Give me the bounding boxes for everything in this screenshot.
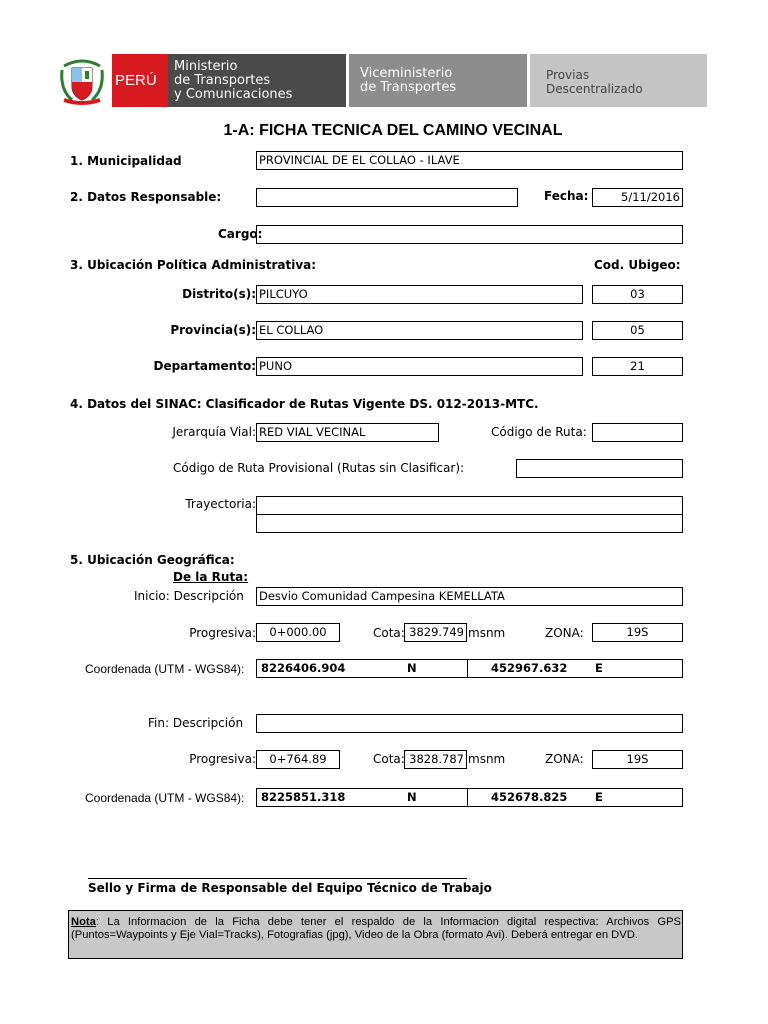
note-text: : La Informacion de la Ficha debe tener el respaldo de la Informacion digital respectiva: Archivos GPS (Puntos=Waypoints y Eje Vial=Tracks), Fotografias (jpg), Video de la Obra (formato Avi). Deberá entregar en DVD. <box>71 916 681 941</box>
inicio-divider <box>467 660 468 677</box>
trayectoria-field-2[interactable] <box>256 514 683 533</box>
peru-label: PERÚ <box>115 72 157 89</box>
ministry-line2: de Transportes <box>174 73 271 88</box>
fin-east-label: E <box>595 790 603 804</box>
departamento-code-field[interactable]: 21 <box>592 357 683 376</box>
inicio-cota-field[interactable]: 3829.749 <box>404 623 467 642</box>
provias-line2: Descentralizado <box>546 82 643 96</box>
fin-cota-label: Cota: <box>373 752 405 766</box>
ubicacion-geografica-label: 5. Ubicación Geográfica: <box>70 553 235 567</box>
ministry-line3: y Comunicaciones <box>174 87 293 102</box>
coat-of-arms-logo <box>58 56 106 106</box>
provias-block <box>530 54 707 107</box>
distrito-field[interactable]: PILCUYO <box>256 285 583 304</box>
inicio-coordenada-label: Coordenada (UTM - WGS84): <box>85 662 245 676</box>
ministry-line1: Ministerio <box>174 59 238 74</box>
peru-brand-block <box>112 54 168 107</box>
datos-responsable-field[interactable] <box>256 188 518 207</box>
cargo-field[interactable] <box>256 225 683 244</box>
fin-north-label: N <box>407 790 417 804</box>
departamento-label: Departamento: <box>153 359 256 373</box>
datos-sinac-label: 4. Datos del SINAC: Clasificador de Rutas Vigente DS. 012-2013-MTC. <box>70 397 539 411</box>
fecha-label: Fecha: <box>544 189 589 203</box>
distrito-label: Distrito(s): <box>182 287 256 301</box>
trayectoria-field-1[interactable] <box>256 496 683 515</box>
inicio-north-label: N <box>407 661 417 675</box>
page-title: 1-A: FICHA TECNICA DEL CAMINO VECINAL <box>223 122 563 139</box>
ubicacion-politica-label: 3. Ubicación Política Administrativa: <box>70 258 317 272</box>
inicio-north-value[interactable]: 8226406.904 <box>261 661 346 675</box>
codigo-ruta-field[interactable] <box>592 423 683 442</box>
fin-descripcion-field[interactable] <box>256 714 683 733</box>
fecha-field[interactable]: 5/11/2016 <box>592 188 683 207</box>
inicio-coordenada-row <box>256 659 683 678</box>
de-la-ruta-label: De la Ruta: <box>173 570 249 584</box>
inicio-descripcion-label: Inicio: Descripción <box>134 589 244 603</box>
municipalidad-field[interactable]: PROVINCIAL DE EL COLLAO - ILAVE <box>256 151 683 170</box>
provincia-field[interactable]: EL COLLAO <box>256 321 583 340</box>
fin-zona-label: ZONA: <box>545 752 584 766</box>
fin-progresiva-label: Progresiva: <box>189 752 256 766</box>
inicio-east-label: E <box>595 661 603 675</box>
fin-descripcion-label: Fin: Descripción <box>148 716 244 730</box>
fin-coordenada-label: Coordenada (UTM - WGS84): <box>85 791 245 805</box>
note-box <box>68 910 683 959</box>
municipalidad-label: 1. Municipalidad <box>70 154 182 168</box>
departamento-field[interactable]: PUNO <box>256 357 583 376</box>
cod-ubigeo-label: Cod. Ubigeo: <box>594 258 681 272</box>
jerarquia-vial-field[interactable]: RED VIAL VECINAL <box>256 423 439 442</box>
provincia-code-field[interactable]: 05 <box>592 321 683 340</box>
codigo-ruta-label: Código de Ruta: <box>491 425 587 439</box>
trayectoria-label: Trayectoria: <box>185 497 256 511</box>
fin-north-value[interactable]: 8225851.318 <box>261 790 346 804</box>
vice-line2: de Transportes <box>360 80 457 95</box>
fin-east-value[interactable]: 452678.825 <box>491 790 568 804</box>
fin-zona-field[interactable]: 19S <box>592 750 683 769</box>
codigo-provisional-field[interactable] <box>516 459 683 478</box>
viceministry-block <box>349 54 527 107</box>
fin-coordenada-row <box>256 788 683 807</box>
vice-line1: Viceministerio <box>360 66 453 81</box>
inicio-descripcion-field[interactable]: Desvio Comunidad Campesina KEMELLATA <box>256 587 683 606</box>
jerarquia-vial-label: Jerarquía Vial: <box>172 425 256 439</box>
codigo-provisional-label: Código de Ruta Provisional (Rutas sin Clasificar): <box>173 461 465 475</box>
fin-divider <box>467 789 468 806</box>
inicio-progresiva-field[interactable]: 0+000.00 <box>256 623 340 642</box>
fin-progresiva-field[interactable]: 0+764.89 <box>256 750 340 769</box>
inicio-progresiva-label: Progresiva: <box>189 626 256 640</box>
inicio-east-value[interactable]: 452967.632 <box>491 661 568 675</box>
provias-line1: Provias <box>546 68 590 82</box>
signature-line <box>88 878 467 879</box>
inicio-zona-label: ZONA: <box>545 626 584 640</box>
cargo-label: Cargo: <box>218 227 263 241</box>
distrito-code-field[interactable]: 03 <box>592 285 683 304</box>
signature-label: Sello y Firma de Responsable del Equipo Técnico de Trabajo <box>88 881 492 895</box>
inicio-msnm-label: msnm <box>468 626 506 640</box>
datos-responsable-label: 2. Datos Responsable: <box>70 190 222 204</box>
note-label: Nota <box>71 916 96 928</box>
ministry-block <box>168 54 346 107</box>
inicio-cota-label: Cota: <box>373 626 405 640</box>
inicio-zona-field[interactable]: 19S <box>592 623 683 642</box>
fin-msnm-label: msnm <box>468 752 506 766</box>
provincia-label: Provincia(s): <box>170 323 256 337</box>
fin-cota-field[interactable]: 3828.787 <box>404 750 467 769</box>
